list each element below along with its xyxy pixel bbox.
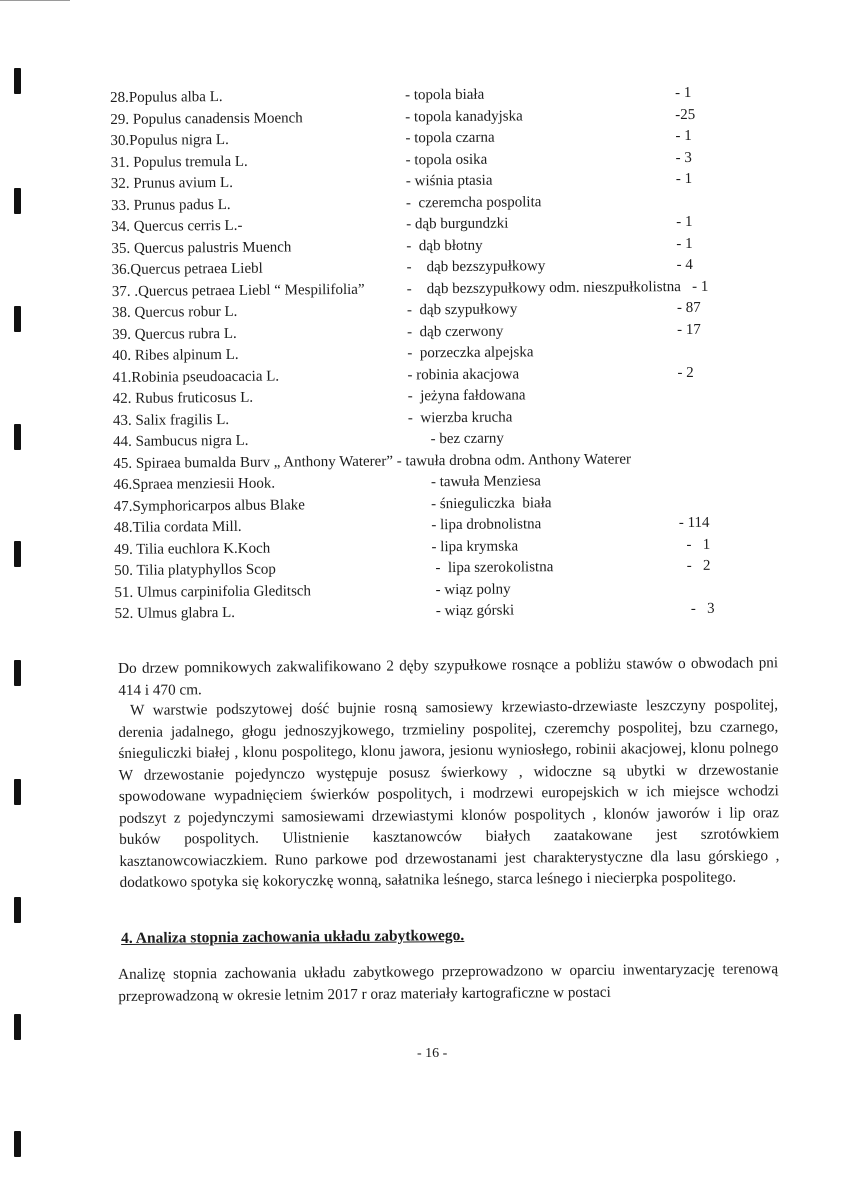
species-latin-name: 30.Populus nigra L. bbox=[110, 131, 229, 149]
binder-mark bbox=[14, 188, 21, 214]
paragraph-text: Analizę stopnia zachowania układu zabytkowego przeprowadzono w oparciu inwentaryzację terenową przeprowadzoną w okresie letnim 2017 r oraz materiały kartograficzne w postaci bbox=[118, 960, 779, 1005]
species-polish-name: - śnieguliczka biała bbox=[408, 494, 552, 512]
species-polish-name: - dąb czerwony bbox=[407, 323, 504, 340]
section-heading: 4. Analiza stopnia zachowania układu zabytkowego. bbox=[121, 927, 465, 947]
species-polish-name: - czeremcha pospolita bbox=[405, 193, 542, 211]
binder-mark bbox=[14, 897, 21, 923]
paragraph-text: Do drzew pomnikowych zakwalifikowano 2 dęby szypułkowe rosnące a pobliżu stawów o obwodach pni 414 i 470 cm. bbox=[118, 654, 779, 699]
species-count: - 2 bbox=[677, 364, 694, 381]
species-latin-name: 46.Spraea menziesii Hook. bbox=[113, 475, 276, 493]
binder-mark bbox=[14, 306, 21, 332]
species-polish-name: - dąb szypułkowy bbox=[406, 301, 518, 319]
species-polish-name: - topola biała bbox=[405, 86, 485, 104]
species-latin-name: 31. Populus tremula L. bbox=[110, 153, 248, 171]
species-latin-name: 43. Salix fragilis L. bbox=[112, 411, 230, 429]
page-number: - 16 - bbox=[417, 1046, 448, 1061]
paragraph-undergrowth bbox=[118, 694, 780, 893]
species-polish-name: - wiąz górski bbox=[409, 602, 515, 620]
binder-mark bbox=[14, 660, 21, 686]
species-latin-name: 33. Prunus padus L. bbox=[110, 196, 231, 214]
species-latin-name: 37. .Quercus petraea Liebl “ Mespilifolia” bbox=[111, 281, 365, 300]
top-edge-rule bbox=[0, 0, 70, 1]
species-count: - 2 bbox=[679, 557, 711, 575]
paragraph-text: W warstwie podszytowej dość bujnie rosną samosiewy krzewiasto-drzewiaste leszczyny pospolitej, derenia jadalnego, głogu jednoszyjkowego, trzmieliny pospolitej, czeremchy pospolitej, bzu czarnego, śnieguliczki białej , klonu pospolitego, klonu jawora, jesionu wyniosłego, robinii akacjowej, klonu polnego W drzewostanie pojedynczo występuje posusz świerkowy , widoczne są ubytki w drzewostanie spowodowane wypadnięciem świerków pospolitych, i modrzewi europejskich w ich miejsce wchodzi podszyt z pojedynczymi samosiewami drzewiastymi klonów pospolitych , klonów jaworów i lip oraz buków pospolitych. Ulistnienie kasztanowców białych zaatakowane jest szrotówkiem kasztanowcowiaczkiem. Runo parkowe pod drzewostanami jest charakterystyczne dla lasu górskiego , dodatkowo spotyka się kokoryczkę wonną, sałatnika leśnego, starca leśnego i niecierpka pospolitego. bbox=[118, 696, 780, 891]
species-polish-name: - dąb burgundzki bbox=[406, 215, 509, 233]
paragraph-analysis bbox=[118, 958, 778, 1007]
species-latin-name: 34. Quercus cerris L.- bbox=[111, 217, 243, 235]
species-polish-name: - topola czarna bbox=[405, 129, 495, 147]
species-polish-name: - dąb bezszypułkowy odm. nieszpułkolistna - 1 bbox=[406, 278, 709, 297]
species-latin-name: 44. Sambucus nigra L. bbox=[113, 432, 249, 450]
species-count: - 1 bbox=[675, 170, 693, 188]
species-list bbox=[110, 82, 815, 626]
species-latin-name: 49. Tilia euchlora K.Koch bbox=[113, 540, 271, 558]
species-latin-name: 35. Quercus palustris Muench bbox=[111, 238, 292, 257]
species-count: - 4 bbox=[676, 256, 693, 274]
binder-mark bbox=[14, 1131, 21, 1157]
species-polish-name: - wiśnia ptasia bbox=[405, 172, 493, 190]
species-count: - 3 bbox=[679, 600, 715, 618]
species-polish-name: - lipa szerokolistna bbox=[409, 559, 554, 577]
species-count: - 1 bbox=[675, 127, 692, 145]
species-latin-name: 48.Tilia cordata Mill. bbox=[113, 518, 242, 536]
species-latin-name: 45. Spiraea bumalda Burv „ Anthony Waterer” - tawuła drobna odm. Anthony Waterer bbox=[113, 450, 632, 472]
species-polish-name: - dąb bezszypułkowy bbox=[406, 258, 546, 276]
species-latin-name: 38. Quercus robur L. bbox=[111, 303, 238, 321]
binder-mark bbox=[14, 779, 21, 805]
binder-mark bbox=[14, 68, 21, 94]
species-polish-name: - jeżyna fałdowana bbox=[407, 387, 526, 405]
species-polish-name: - topola osika bbox=[405, 151, 488, 168]
species-latin-name: 36.Quercus petraea Liebl bbox=[111, 260, 263, 278]
species-polish-name: - lipa drobnolistna bbox=[408, 516, 542, 534]
binder-mark bbox=[14, 424, 21, 450]
species-count: -25 bbox=[675, 106, 696, 123]
species-polish-name: - robinia akacjowa bbox=[407, 365, 520, 383]
species-latin-name: 41.Robinia pseudoacacia L. bbox=[112, 368, 280, 386]
species-latin-name: 42. Rubus fruticosus L. bbox=[112, 389, 254, 407]
species-latin-name: 51. Ulmus carpinifolia Gleditsch bbox=[114, 582, 312, 601]
species-count: - 1 bbox=[678, 536, 711, 553]
species-count: - 1 bbox=[676, 235, 693, 252]
species-polish-name: - topola kanadyjska bbox=[405, 107, 523, 125]
species-latin-name: 52. Ulmus glabra L. bbox=[114, 604, 236, 622]
paragraph-monuments bbox=[118, 652, 778, 701]
species-latin-name: 47.Symphoricarpos albus Blake bbox=[113, 496, 305, 515]
species-latin-name: 50. Tilia platyphyllos Scop bbox=[114, 561, 276, 579]
species-count: - 1 bbox=[674, 84, 692, 102]
species-polish-name: - tawuła Menziesa bbox=[408, 473, 541, 491]
species-polish-name: - porzeczka alpejska bbox=[407, 344, 534, 362]
binder-mark bbox=[14, 541, 21, 567]
species-count: - 3 bbox=[675, 149, 692, 166]
species-latin-name: 28.Populus alba L. bbox=[110, 89, 223, 106]
species-polish-name: - dąb błotny bbox=[406, 237, 483, 254]
species-latin-name: 32. Prunus avium L. bbox=[110, 174, 233, 192]
binder-mark bbox=[14, 1014, 21, 1040]
species-latin-name: 39. Quercus rubra L. bbox=[112, 325, 237, 343]
species-count: - 1 bbox=[676, 213, 693, 231]
species-count: - 87 bbox=[676, 299, 701, 317]
species-polish-name: - wierzba krucha bbox=[407, 409, 513, 426]
species-count: - 17 bbox=[677, 321, 701, 338]
species-polish-name: - bez czarny bbox=[408, 430, 504, 448]
species-polish-name: - lipa krymska bbox=[408, 537, 519, 555]
species-latin-name: 29. Populus canadensis Moench bbox=[110, 109, 303, 128]
species-latin-name: 40. Ribes alpinum L. bbox=[112, 346, 239, 364]
species-count: - 114 bbox=[678, 514, 710, 532]
species-polish-name: - wiąz polny bbox=[409, 581, 511, 598]
